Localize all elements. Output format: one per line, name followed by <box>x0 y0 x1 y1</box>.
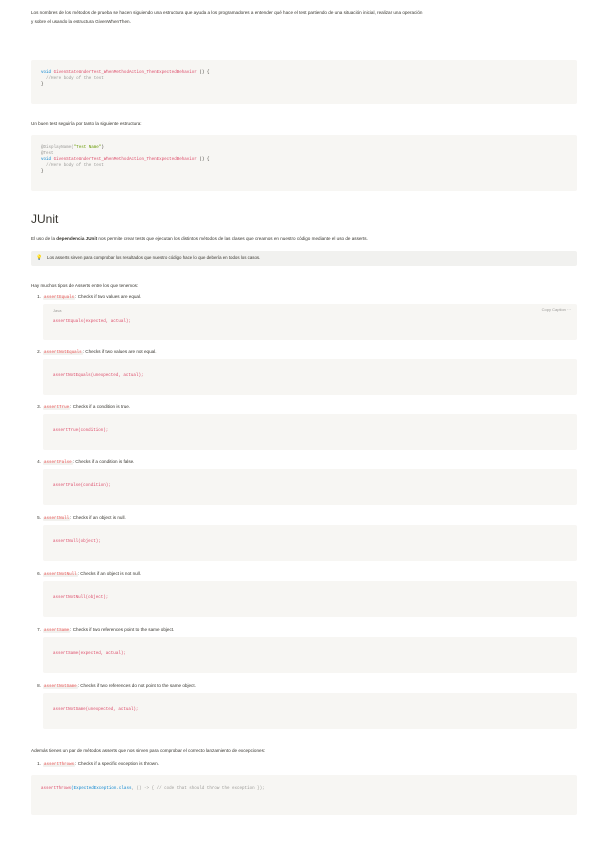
code-keyword: void <box>41 71 52 75</box>
list-number: 2. <box>37 349 41 354</box>
assert-description: : Checks if an object is null. <box>70 515 126 520</box>
inline-code-assertnotnull: assertNotNull <box>44 573 77 577</box>
code-block-assertsame <box>43 637 577 673</box>
assert-description: : Checks if an object is not null. <box>77 571 141 576</box>
code-line: assertNotSame(unexpected, actual); <box>53 708 139 712</box>
junit-desc-bold: dependencia JUnit <box>56 236 98 241</box>
code-line: assertNull(object); <box>53 540 101 544</box>
code-block-assertfalse <box>43 469 577 505</box>
code-block-structure <box>31 135 577 191</box>
code-text: () { <box>196 71 210 75</box>
tip-callout <box>31 251 577 266</box>
assert-description: : Checks if a condition is true. <box>70 404 131 409</box>
intro-suffix: . <box>129 19 131 24</box>
assert-description: : Checks if a specific exception is thrown. <box>75 761 159 766</box>
code-comment: //Here body of the test <box>41 164 104 168</box>
assert-description: : Checks if two references do not point to the same object. <box>77 683 196 688</box>
list-item <box>43 570 141 579</box>
intro-paragraph-line-2 <box>31 18 131 25</box>
junit-heading: JUnit <box>31 212 59 226</box>
code-block-assertthrows <box>31 775 577 815</box>
list-number: 4. <box>37 459 41 464</box>
code-annotation: @DisplayName( <box>41 146 74 150</box>
inline-code-assertsame: assertSame <box>44 629 70 633</box>
code-line: assertFalse(condition); <box>53 484 111 488</box>
code-keyword: void <box>41 158 52 162</box>
list-number: 5. <box>37 515 41 520</box>
code-function: assertThrows <box>41 787 72 791</box>
code-annotation: @Test <box>41 152 54 156</box>
code-function: GivenStateUnderTest_WhenMethodAction_ThenExpectedBehavior <box>51 71 197 75</box>
list-number: 8. <box>37 683 41 688</box>
code-block-assertnotsame <box>43 693 577 729</box>
lightbulb-icon: 💡 <box>36 255 43 261</box>
code-text: ) <box>101 146 104 150</box>
code-line: assertTrue(condition); <box>53 429 109 433</box>
list-number: 1. <box>37 761 41 766</box>
code-line: } <box>41 170 44 174</box>
code-comment: , () -> { // code that should throw the exception }); <box>131 787 265 791</box>
list-number: 1. <box>37 294 41 299</box>
inline-code-asserttrue: assertTrue <box>44 406 70 410</box>
inline-code-assertnotsame: assertNotSame <box>44 685 77 689</box>
assert-description: : Checks if two values are equal. <box>75 294 142 299</box>
assert-description: : Checks if a condition is false. <box>72 459 135 464</box>
code-function: GivenStateUnderTest_WhenMethodAction_ThenExpectedBehavior <box>51 158 197 162</box>
asserts-intro: Hay muchos tipos de Asserts entre los que tenemos: <box>31 283 139 288</box>
callout-text: Los asserts sirven para comprobar los resultados que nuestro código hace lo que debería en todos los casos. <box>47 255 261 260</box>
code-text: (ExpectedException.class <box>71 787 132 791</box>
code-string: "Test Name" <box>73 146 102 150</box>
code-block-naming <box>31 60 577 104</box>
code-toolbar[interactable]: Copy Caption ··· <box>541 307 571 312</box>
intro-paragraph-line-1: Los nombres de los métodos de prueba se hacen siguiendo una estructura que ayuda a los programadores a entender qué hace el test partiendo de una situación inicial, realizar una operación <box>31 10 423 15</box>
code-line: assertNotEquals(unexpected, actual); <box>53 374 144 378</box>
code-comment: //Here body of the test <box>41 77 104 81</box>
inline-code-assertfalse: assertFalse <box>44 461 72 465</box>
list-number: 3. <box>37 404 41 409</box>
code-line: assertEquals(expected, actual); <box>53 320 131 324</box>
code-block-assertequals <box>43 304 577 340</box>
list-item <box>43 293 141 302</box>
junit-desc-prefix: El uso de la <box>31 236 57 241</box>
list-item <box>43 403 130 412</box>
inline-code-assertthrows: assertThrows <box>44 763 75 767</box>
code-block-assertnotnull <box>43 581 577 617</box>
junit-desc-suffix: nos permite crear tests que ejecutan los distintos métodos de las clases que creamos en nuestro código mediante el uso de asserts. <box>97 236 368 241</box>
list-item <box>43 760 159 769</box>
list-item <box>43 682 196 691</box>
list-number: 6. <box>37 571 41 576</box>
code-block-assertnull <box>43 525 577 561</box>
exceptions-intro: Además tienes un par de métodos asserts que nos sirven para comprobar el correcto lanzamiento de excepciones: <box>31 748 266 753</box>
list-item <box>43 348 157 357</box>
intro-text: y sobre el usando la estructura <box>31 19 96 24</box>
inline-code-assertequals: assertEquals <box>44 296 75 300</box>
code-line: assertNotNull(object); <box>53 596 109 600</box>
junit-description <box>31 235 368 242</box>
assert-description: : Checks if two values are not equal. <box>82 349 157 354</box>
list-item <box>43 458 134 467</box>
inline-code-assertnotequals: assertNotEquals <box>44 351 82 355</box>
good-test-text: Un buen test seguiría por tanto la siguiente estructura: <box>31 121 142 126</box>
code-text: () { <box>196 158 210 162</box>
intro-inline-code: GivenWhenThen <box>95 19 130 24</box>
code-line: assertSame(expected, actual); <box>53 652 126 656</box>
list-number: 7. <box>37 627 41 632</box>
list-item <box>43 514 126 523</box>
code-language-label[interactable]: Java <box>53 308 62 313</box>
code-line <box>41 786 265 792</box>
inline-code-assertnull: assertNull <box>44 517 70 521</box>
code-block-asserttrue <box>43 414 577 450</box>
code-line: } <box>41 83 44 87</box>
code-block-assertnotequals <box>43 359 577 395</box>
assert-description: : Checks if two references point to the same object. <box>70 627 175 632</box>
list-item <box>43 626 174 635</box>
